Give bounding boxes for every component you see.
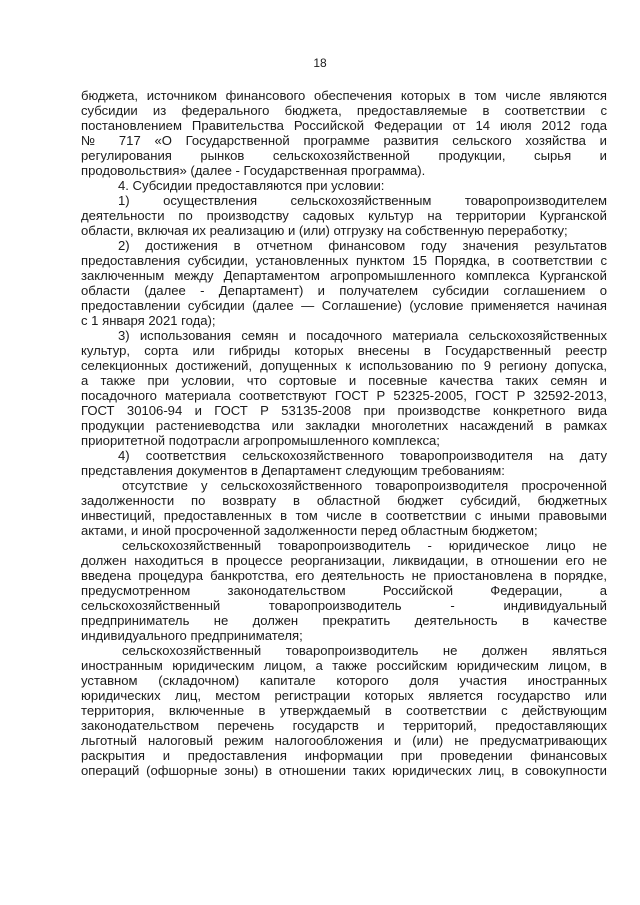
text-line: 4) соответствия сельскохозяйственного товаропроизводителя на дату (118, 448, 607, 463)
text-line: с 1 января 2021 года); (81, 313, 216, 328)
text-line: селекционных достижений, допущенных к использованию по 9 региону допуска, (81, 358, 607, 373)
text-line: посадочного материала соответствуют ГОСТ Р 52325-2005, ГОСТ Р 32592-2013, (81, 388, 607, 403)
text-line: субсидии из федерального бюджета, предоставляемые в соответствии с (81, 103, 607, 118)
text-line: продукции растениеводства или закладки многолетних насаждений в рамках (81, 418, 607, 433)
text-line: уставном (складочном) капитале которого доля участия иностранных (81, 673, 607, 688)
text-line: культур, сорта или гибриды которых внесены в Государственный реестр (81, 343, 607, 358)
text-line: раскрытия и предоставления информации при проведении финансовых (81, 748, 607, 763)
text-line: предприниматель не должен прекратить деятельность в качестве (81, 613, 607, 628)
text-line: регулирования рынков сельскохозяйственной продукции, сырья и (81, 148, 607, 163)
text-line: инвестиций, предоставленных в том числе в соответствии с иными правовыми (81, 508, 607, 523)
text-line: льготный налоговый режим налогообложения и (или) не предусматривающих (81, 733, 607, 748)
text-line: 4. Субсидии предоставляются при условии: (118, 178, 385, 193)
text-line: сельскохозяйственный товаропроизводитель - юридическое лицо не (122, 538, 607, 553)
text-line: предусмотренном законодательством Российской Федерации, а (81, 583, 607, 598)
text-line: иностранным юридическим лицом, а также российским юридическим лицом, в (81, 658, 607, 673)
text-line: предоставления субсидии, установленных пунктом 15 Порядка, в соответствии с (81, 253, 607, 268)
text-line: области, включая их реализацию и (или) отгрузку на собственную переработку; (81, 223, 568, 238)
text-line: введена процедура банкротства, его деятельность не приостановлена в порядке, (81, 568, 607, 583)
text-line: постановлением Правительства Российской Федерации от 14 июля 2012 года (81, 118, 607, 133)
body-text (81, 88, 607, 778)
text-line: продовольствия» (далее - Государственная программа). (81, 163, 426, 178)
text-line: 1) осуществления сельскохозяйственным товаропроизводителем (118, 193, 607, 208)
text-line: области (далее - Департамент) и получателем субсидии соглашением о (81, 283, 607, 298)
text-line: должен находиться в процессе реорганизации, ликвидации, в отношении его не (81, 553, 607, 568)
text-line: деятельности по производству садовых культур на территории Курганской (81, 208, 607, 223)
text-line: задолженности по возврату в областной бюджет субсидий, бюджетных (81, 493, 607, 508)
page-number: 18 (313, 56, 327, 70)
text-line: предоставлении субсидии (далее — Соглашение) (условие применяется начиная (81, 298, 607, 313)
text-line: сельскохозяйственный товаропроизводитель - индивидуальный (81, 598, 607, 613)
text-line: 3) использования семян и посадочного материала сельскохозяйственных (118, 328, 607, 343)
text-line: законодательством перечень государств и территорий, предоставляющих (81, 718, 607, 733)
text-line: 2) достижения в отчетном финансовом году значения результатов (118, 238, 607, 253)
text-line: бюджета, источником финансового обеспечения которых в том числе являются (81, 88, 607, 103)
text-line: актами, и иной просроченной задолженности перед областным бюджетом; (81, 523, 538, 538)
text-line: № 717 «О Государственной программе развития сельского хозяйства и (81, 133, 607, 148)
text-line: приоритетной подотрасли агропромышленного комплекса; (81, 433, 440, 448)
text-line: территория, включенные в утверждаемый в соответствии с действующим (81, 703, 607, 718)
text-line: операций (офшорные зоны) в отношении таких юридических лиц, в совокупности (81, 763, 607, 778)
text-line: а также при условии, что сортовые и посевные качества таких семян и (81, 373, 607, 388)
text-line: ГОСТ 30106-94 и ГОСТ Р 53135-2008 при производстве конкретного вида (81, 403, 607, 418)
text-line: отсутствие у сельскохозяйственного товаропроизводителя просроченной (122, 478, 607, 493)
text-line: представления документов в Департамент следующим требованиям: (81, 463, 505, 478)
text-line: сельскохозяйственный товаропроизводитель не должен являться (122, 643, 607, 658)
text-line: индивидуального предпринимателя; (81, 628, 303, 643)
text-line: заключенным между Департаментом агропромышленного комплекса Курганской (81, 268, 607, 283)
text-line: юридических лиц, местом регистрации которых является государство или (81, 688, 607, 703)
